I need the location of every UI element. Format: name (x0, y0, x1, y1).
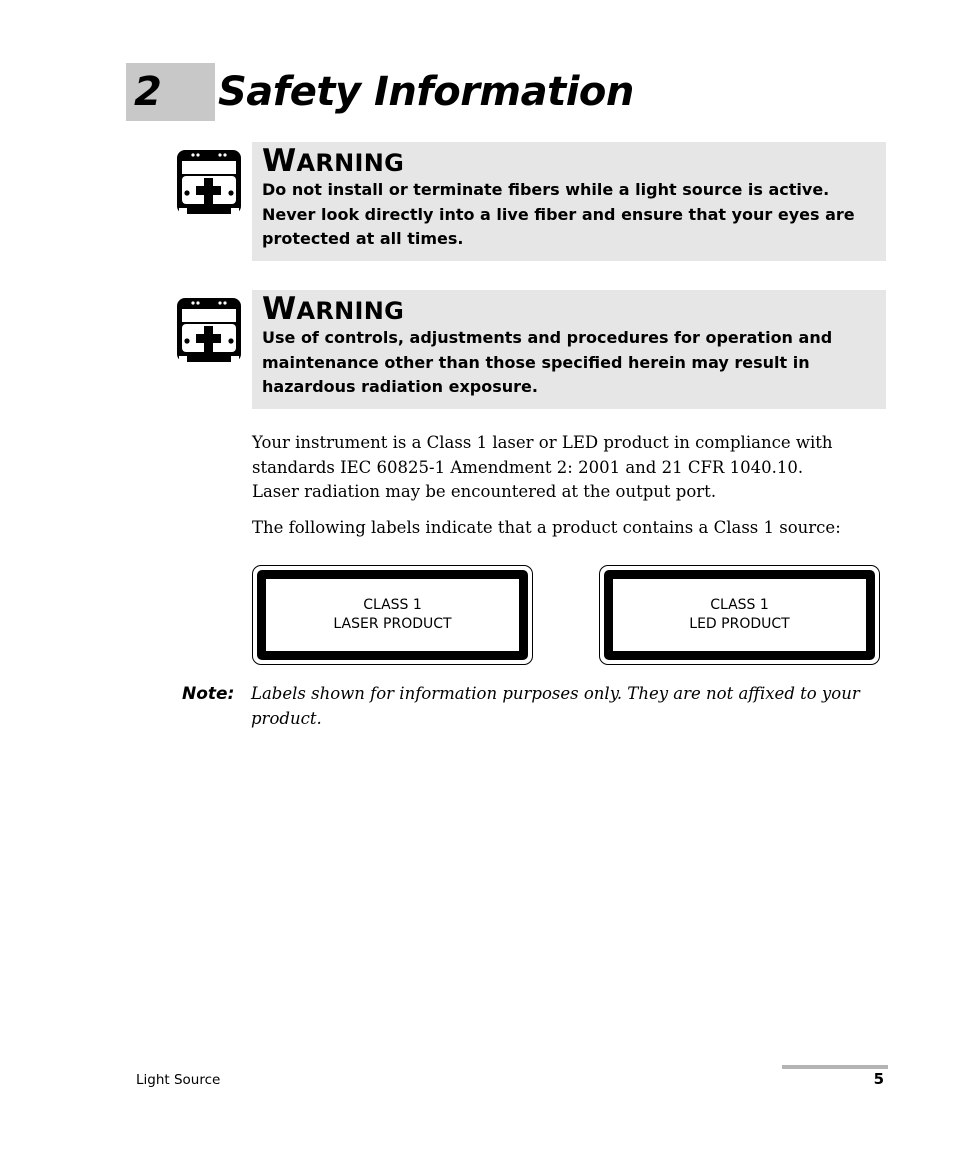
note-text: Labels shown for information purposes only. They are not affixed to your product. (251, 684, 860, 728)
compliance-line-1: Your instrument is a Class 1 laser or LED product in compliance with (252, 433, 833, 452)
note-label: Note: (182, 684, 235, 704)
label-class: CLASS 1 (710, 597, 769, 613)
led-product-label (599, 565, 880, 665)
warning-text: Do not install or terminate fibers while a light source is active. Never look directly into a live fiber and ensure that your eyes are protected at all times. (262, 180, 855, 248)
chapter-number: 2 (134, 69, 162, 115)
laser-product-label (252, 565, 533, 665)
page-number: 5 (873, 1070, 884, 1088)
label-class: CLASS 1 (363, 597, 422, 613)
footer-rule (782, 1065, 888, 1069)
footer-document-title: Light Source (136, 1072, 221, 1088)
warning-text: Use of controls, adjustments and procedures for operation and maintenance other than those specified herein may result in hazardous radiation exposure. (262, 328, 833, 396)
label-product-type: LED PRODUCT (689, 616, 790, 632)
ambulance-warning-icon (175, 296, 243, 366)
warning-box-1 (252, 142, 886, 261)
warning-box-2 (252, 290, 886, 409)
ambulance-warning-icon (175, 148, 243, 218)
label-product-type: LASER PRODUCT (333, 616, 452, 632)
warning-icon-1 (175, 148, 243, 218)
compliance-line-3: Laser radiation may be encountered at the output port. (252, 482, 717, 501)
compliance-paragraph (252, 431, 882, 505)
chapter-title: Safety Information (218, 69, 634, 115)
warning-heading: WARNING (262, 291, 405, 327)
warning-heading: WARNING (262, 143, 405, 179)
warning-icon-2 (175, 296, 243, 366)
compliance-line-2: standards IEC 60825-1 Amendment 2: 2001 and 21 CFR 1040.10. (252, 457, 804, 477)
labels-intro-paragraph: The following labels indicate that a product contains a Class 1 source: (252, 518, 841, 537)
